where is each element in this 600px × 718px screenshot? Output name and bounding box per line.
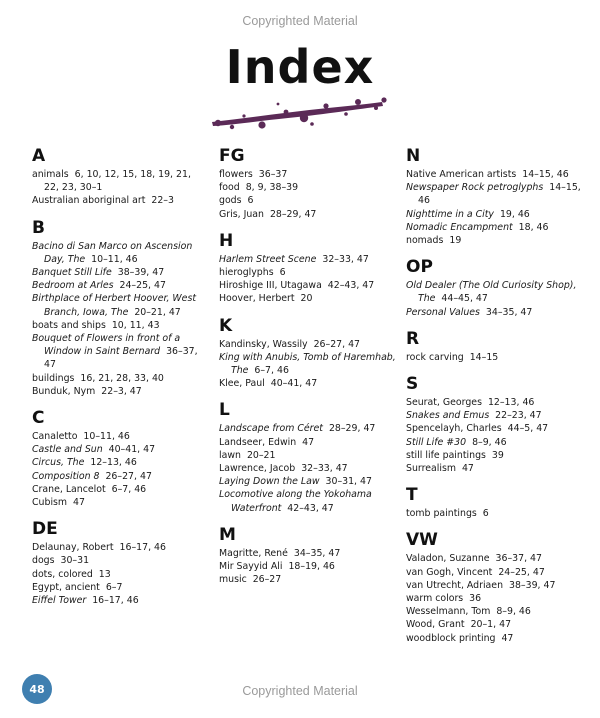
entry-term: Banquet Still Life	[32, 267, 112, 279]
entry-term: music	[219, 574, 247, 586]
entry-pages: 6–7, 46	[111, 483, 147, 495]
entry-pages: 36–37, 47	[495, 553, 542, 565]
entry-pages: 20–21	[246, 449, 276, 461]
index-entry	[406, 181, 584, 207]
index-entry	[406, 449, 584, 462]
index-entry	[219, 560, 397, 573]
entry-term: Hoover, Herbert	[219, 293, 295, 305]
index-section-r	[406, 329, 584, 364]
index-entry	[32, 168, 207, 194]
section-letter: FG	[219, 146, 245, 166]
index-entry	[32, 554, 207, 567]
index-entry	[32, 594, 207, 607]
index-entry	[32, 541, 207, 554]
index-entry	[406, 436, 584, 449]
entry-pages: 18–19, 46	[288, 561, 335, 573]
index-section-fg	[219, 146, 397, 221]
entry-pages: 22–3, 47	[101, 385, 142, 397]
entry-term: Australian aboriginal art	[32, 195, 146, 207]
index-entry	[219, 475, 397, 488]
index-entry	[219, 168, 397, 181]
entry-term: Landscape from Céret	[219, 423, 323, 435]
entry-term: woodblock printing	[406, 632, 496, 644]
index-section-vw	[406, 530, 584, 644]
index-entry	[32, 372, 207, 385]
entry-term: Cubism	[32, 497, 68, 509]
entry-pages: 10–11, 46	[83, 431, 130, 443]
entry-pages: 16–17, 46	[119, 542, 166, 554]
section-letter: A	[32, 146, 46, 166]
entry-pages: 30–31, 47	[325, 476, 372, 488]
entry-term: Crane, Lancelot	[32, 483, 106, 495]
entry-pages: 14–15	[469, 351, 499, 363]
entry-term: Birthplace of Herbert Hoover, West Branch, Iowa, The	[32, 293, 197, 318]
entry-term: hieroglyphs	[219, 267, 274, 279]
paint-splatter-decoration	[208, 96, 388, 132]
index-entry	[406, 409, 584, 422]
entry-pages: 6–7	[105, 581, 123, 593]
index-entry	[219, 449, 397, 462]
entry-term: Laying Down the Law	[219, 476, 320, 488]
section-letter: L	[219, 400, 230, 421]
index-entry	[219, 422, 397, 435]
entry-term: Harlem Street Scene	[219, 253, 317, 265]
entry-pages: 24–25, 47	[498, 566, 545, 578]
index-entry	[219, 266, 397, 279]
entry-term: gods	[219, 195, 242, 207]
entry-term: Surrealism	[406, 463, 456, 475]
index-entry	[219, 462, 397, 475]
entry-pages: 34–35, 47	[485, 306, 533, 318]
entry-term: Wesselmann, Tom	[406, 606, 491, 618]
entry-term: Gris, Juan	[219, 208, 264, 220]
section-letter: C	[32, 408, 45, 429]
index-entry	[32, 240, 207, 266]
index-column-3	[406, 146, 584, 655]
index-entry	[406, 208, 584, 221]
index-entry	[406, 618, 584, 631]
index-entry	[219, 436, 397, 449]
entry-pages: 36–37	[258, 169, 288, 180]
entry-pages: 24–25, 47	[119, 280, 166, 292]
entry-pages: 44–5, 47	[507, 423, 549, 435]
section-letter: S	[406, 374, 419, 395]
section-letter: T	[406, 485, 418, 506]
index-entry	[32, 266, 207, 279]
index-column-2	[219, 146, 397, 596]
entry-pages: 22–3	[151, 195, 174, 207]
entry-pages: 12–13, 46	[487, 397, 535, 409]
index-entry	[406, 234, 584, 247]
entry-term: Wood, Grant	[406, 619, 465, 631]
entry-pages: 36	[469, 593, 482, 605]
section-letter: M	[219, 524, 236, 545]
entry-pages: 20–1, 47	[470, 619, 512, 631]
entry-pages: 10–11, 46	[91, 253, 138, 265]
index-entry	[406, 605, 584, 618]
entry-pages: 20–21, 47	[134, 306, 181, 318]
index-column-1	[32, 146, 207, 617]
entry-term: Hiroshige III, Utagawa	[219, 280, 322, 292]
section-letter: OP	[406, 257, 433, 278]
index-entry	[32, 470, 207, 483]
index-entry	[406, 279, 584, 305]
entry-pages: 36–37, 47	[44, 346, 198, 371]
entry-pages: 26–27, 47	[313, 338, 361, 350]
entry-term: Eiffel Tower	[32, 595, 87, 607]
section-letter: N	[406, 146, 421, 166]
index-section-t	[406, 485, 584, 520]
entry-term: boats and ships	[32, 319, 106, 331]
entry-term: van Gogh, Vincent	[406, 566, 493, 578]
entry-term: rock carving	[406, 351, 464, 363]
entry-term: lawn	[219, 449, 241, 461]
index-entry	[406, 168, 584, 181]
section-letter: K	[219, 315, 233, 336]
entry-pages: 19	[449, 235, 462, 247]
index-entry	[406, 592, 584, 605]
index-entry	[406, 507, 584, 520]
entry-pages: 28–29, 47	[328, 423, 376, 435]
index-entry	[219, 351, 397, 377]
entry-pages: 14–15, 46	[418, 182, 581, 207]
entry-pages: 14–15, 46	[522, 169, 569, 180]
index-section-h	[219, 231, 397, 306]
index-entry	[32, 430, 207, 443]
entry-term: Kandinsky, Wassily	[219, 338, 308, 350]
entry-term: still life paintings	[406, 449, 486, 461]
index-entry	[219, 488, 397, 514]
entry-pages: 26–27, 47	[105, 470, 152, 482]
index-section-k	[219, 316, 397, 391]
entry-term: Bacino di San Marco on Ascension Day, The	[32, 240, 193, 265]
index-entry	[32, 194, 207, 207]
entry-term: food	[219, 182, 240, 194]
entry-pages: 32–33, 47	[322, 253, 369, 265]
index-entry	[219, 377, 397, 390]
entry-pages: 26–27	[252, 574, 282, 586]
entry-term: Locomotive along the Yokohama Waterfront	[219, 489, 372, 514]
entry-term: Spencelayh, Charles	[406, 423, 502, 435]
entry-term: Bunduk, Nym	[32, 385, 96, 397]
index-entry	[32, 483, 207, 496]
entry-term: dogs	[32, 555, 55, 567]
entry-term: Klee, Paul	[219, 378, 265, 390]
entry-pages: 38–39, 47	[508, 579, 556, 591]
index-entry	[32, 568, 207, 581]
index-entry	[32, 443, 207, 456]
entry-term: Nomadic Encampment	[406, 221, 513, 233]
section-letter: H	[219, 230, 234, 251]
entry-pages: 16, 21, 28, 33, 40	[80, 372, 164, 384]
index-entry	[32, 279, 207, 292]
index-section-s	[406, 374, 584, 475]
entry-term: Old Dealer (The Old Curiosity Shop), The	[406, 280, 577, 305]
entry-term: Native American artists	[406, 169, 517, 180]
section-letter: DE	[32, 519, 58, 540]
entry-pages: 32–33, 47	[301, 463, 348, 475]
entry-term: Personal Values	[406, 306, 480, 318]
entry-term: nomads	[406, 235, 444, 247]
index-entry	[406, 396, 584, 409]
index-entry	[219, 338, 397, 351]
entry-term: Newspaper Rock petroglyphs	[406, 182, 544, 194]
section-letter: VW	[406, 530, 438, 551]
index-entry	[406, 462, 584, 475]
entry-pages: 34–35, 47	[293, 547, 341, 559]
entry-term: Still Life #30	[406, 436, 467, 448]
index-section-n	[406, 146, 584, 247]
entry-term: Bouquet of Flowers in front of a Window in Saint Bernard	[32, 333, 181, 358]
entry-term: King with Anubis, Tomb of Haremhab, The	[219, 351, 396, 377]
entry-term: tomb paintings	[406, 508, 477, 520]
index-entry	[406, 422, 584, 435]
entry-term: Landseer, Edwin	[219, 436, 297, 448]
entry-pages: 13	[98, 568, 111, 580]
entry-pages: 40–41, 47	[108, 444, 156, 456]
entry-pages: 47	[501, 632, 514, 644]
index-entry	[219, 253, 397, 266]
index-entry	[32, 456, 207, 469]
entry-term: Valadon, Suzanne	[406, 553, 490, 565]
index-entry	[32, 332, 207, 372]
index-entry	[219, 181, 397, 194]
entry-term: Circus, The	[32, 457, 85, 469]
entry-term: Bedroom at Arles	[32, 280, 114, 292]
entry-term: Canaletto	[32, 431, 78, 443]
index-entry	[32, 581, 207, 594]
copyright-notice-top: Copyrighted Material	[242, 14, 358, 28]
index-section-c	[32, 408, 207, 509]
entry-term: Composition 8	[32, 470, 100, 482]
entry-term: warm colors	[406, 593, 464, 605]
index-entry	[219, 208, 397, 221]
entry-pages: 6–7, 46	[254, 365, 289, 377]
index-entry	[219, 547, 397, 560]
index-section-l	[219, 400, 397, 514]
entry-pages: 8, 9, 38–39	[245, 182, 299, 194]
entry-pages: 47	[302, 436, 315, 448]
entry-pages: 8–9, 46	[496, 606, 531, 618]
index-entry	[32, 292, 207, 318]
entry-pages: 42–43, 47	[327, 280, 375, 292]
index-entry	[406, 632, 584, 645]
entry-term: Delaunay, Robert	[32, 542, 114, 554]
index-section-a	[32, 146, 207, 208]
entry-term: Seurat, Georges	[406, 397, 482, 409]
entry-pages: 6	[279, 267, 286, 279]
entry-pages: 44–45, 47	[441, 293, 488, 305]
index-section-m	[219, 525, 397, 587]
index-section-de	[32, 519, 207, 607]
entry-pages: 20	[300, 293, 313, 305]
entry-term: animals	[32, 169, 69, 180]
index-entry	[406, 306, 584, 319]
entry-pages: 42–43, 47	[287, 502, 334, 514]
entry-pages: 19, 46	[499, 208, 530, 220]
index-entry	[406, 351, 584, 364]
entry-pages: 22–23, 47	[495, 410, 542, 422]
entry-pages: 10, 11, 43	[111, 319, 160, 331]
copyright-notice-bottom: Copyrighted Material	[242, 684, 358, 698]
entry-term: Lawrence, Jacob	[219, 463, 296, 475]
entry-pages: 38–39, 47	[117, 267, 165, 279]
entry-pages: 18, 46	[518, 221, 549, 233]
entry-term: Mir Sayyid Ali	[219, 561, 283, 573]
index-entry	[406, 566, 584, 579]
entry-term: Castle and Sun	[32, 444, 103, 456]
entry-term: buildings	[32, 372, 75, 384]
entry-term: Magritte, René	[219, 547, 288, 559]
section-letter: B	[32, 217, 45, 238]
index-entry	[406, 579, 584, 592]
entry-term: Snakes and Emus	[406, 410, 490, 422]
index-entry	[32, 385, 207, 398]
entry-pages: 30–31	[60, 555, 90, 567]
entry-term: Egypt, ancient	[32, 581, 100, 593]
entry-pages: 47	[461, 463, 474, 475]
index-entry	[406, 221, 584, 234]
page-title: Index	[225, 40, 375, 94]
entry-pages: 16–17, 46	[92, 595, 139, 607]
entry-term: Nighttime in a City	[406, 208, 494, 220]
index-entry	[406, 552, 584, 565]
index-entry	[219, 292, 397, 305]
index-entry	[32, 319, 207, 332]
index-entry	[219, 573, 397, 586]
section-letter: R	[406, 328, 420, 349]
entry-pages: 8–9, 46	[472, 436, 507, 448]
entry-pages: 40–41, 47	[270, 378, 318, 390]
entry-pages: 39	[491, 449, 504, 461]
index-section-b	[32, 218, 207, 398]
entry-pages: 6	[247, 195, 254, 207]
index-section-op	[406, 257, 584, 319]
entry-pages: 6	[482, 508, 489, 520]
entry-term: van Utrecht, Adriaen	[406, 579, 504, 591]
index-entry	[32, 496, 207, 509]
index-entry	[219, 279, 397, 292]
entry-pages: 6, 10, 12, 15, 18, 19, 21, 22, 23, 30–1	[44, 169, 191, 194]
entry-pages: 47	[73, 497, 85, 509]
page-number-badge: 48	[22, 674, 52, 704]
entry-pages: 28–29, 47	[269, 208, 317, 220]
entry-term: flowers	[219, 169, 253, 180]
index-entry	[219, 194, 397, 207]
entry-pages: 12–13, 46	[90, 457, 137, 469]
entry-term: dots, colored	[32, 568, 93, 580]
